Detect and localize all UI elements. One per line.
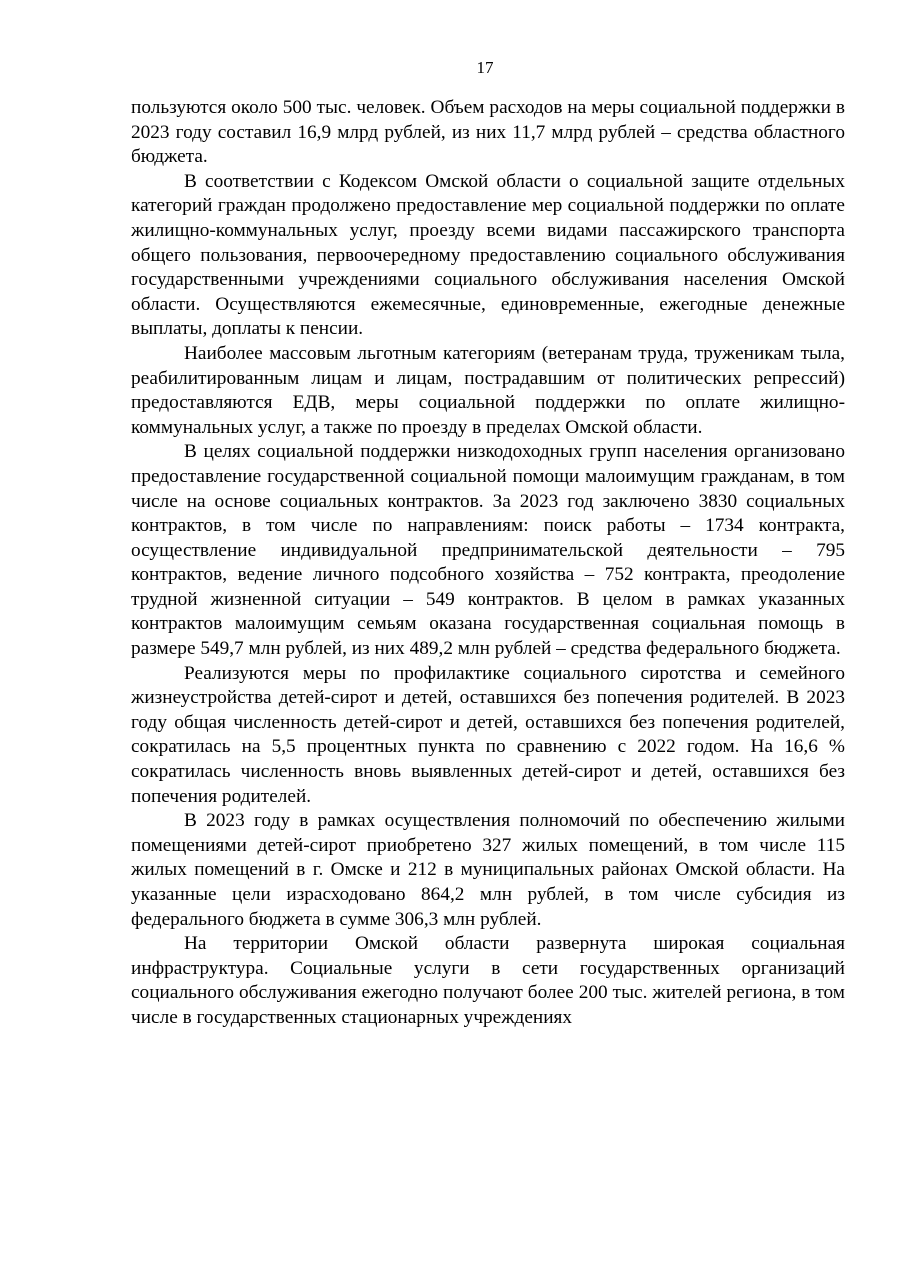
- page-number: 17: [476, 58, 494, 77]
- paragraph-orphan-prevention: Реализуются меры по профилактике социального сиротства и семейного жизнеустройства детей-сирот и детей, оставшихся без попечения родителей. В 2023 году общая численность детей-сирот и детей, оставшихся без попечения родителей, сократилась на 5,5 процентных пункта по сравнению с 2022 годом. На 16,6 % сократилась численность вновь выявленных детей-сирот и детей, оставшихся без попечения родителей.: [131, 662, 845, 807]
- paragraph-beneficiary-categories: Наиболее массовым льготным категориям (ветеранам труда, труженикам тыла, реабилитированным лицам и лицам, пострадавшим от политических репрессий) предоставляются ЕДВ, меры социальной поддержки по оплате жилищно-коммунальных услуг, а также по проезду в пределах Омской области.: [131, 342, 845, 438]
- paragraph-social-infrastructure: На территории Омской области развернута широкая социальная инфраструктура. Социальные услуги в сети государственных организаций социального обслуживания ежегодно получают более 200 тыс. жителей региона, в том числе в государственных стационарных учреждениях: [131, 933, 845, 1028]
- paragraph-orphan-housing: В 2023 году в рамках осуществления полномочий по обеспечению жилыми помещениями детей-сирот приобретено 327 жилых помещений, в том числе 115 жилых помещений в г. Омске и 212 в муниципальных районах Омской области. На указанные цели израсходовано 864,2 млн рублей, в том числе субсидия из федерального бюджета в сумме 306,3 млн рублей.: [131, 810, 845, 930]
- paragraph-social-contracts: В целях социальной поддержки низкодоходных групп населения организовано предоставление государственной социальной помощи малоимущим гражданам, в том числе на основе социальных контрактов. За 2023 год заключено 3830 социальных контрактов, в том числе по направлениям: поиск работы – 1734 контракта, осуществление индивидуальной предпринимательской деятельности – 795 контрактов, ведение личного подсобного хозяйства – 752 контракта, преодоление трудной жизненной ситуации – 549 контрактов. В целом в рамках указанных контрактов малоимущим семьям оказана государственная социальная помощь в размере 549,7 млн рублей, из них 489,2 млн рублей – средства федерального бюджета.: [131, 441, 845, 660]
- paragraph-continuation: пользуются около 500 тыс. человек. Объем расходов на меры социальной поддержки в 2023 году составил 16,9 млрд рублей, из них 11,7 млрд рублей – средства областного бюджета.: [131, 97, 845, 168]
- body-text: [131, 96, 845, 1031]
- paragraph-social-protection-code: В соответствии с Кодексом Омской области о социальной защите отдельных категорий граждан продолжено предоставление мер социальной поддержки по оплате жилищно-коммунальных услуг, проезду всеми видами пассажирского транспорта общего пользования, первоочередному предоставлению социального обслуживания государственными учреждениями социального обслуживания населения Омской области. Осуществляются ежемесячные, единовременные, ежегодные денежные выплаты, доплаты к пенсии.: [131, 170, 845, 340]
